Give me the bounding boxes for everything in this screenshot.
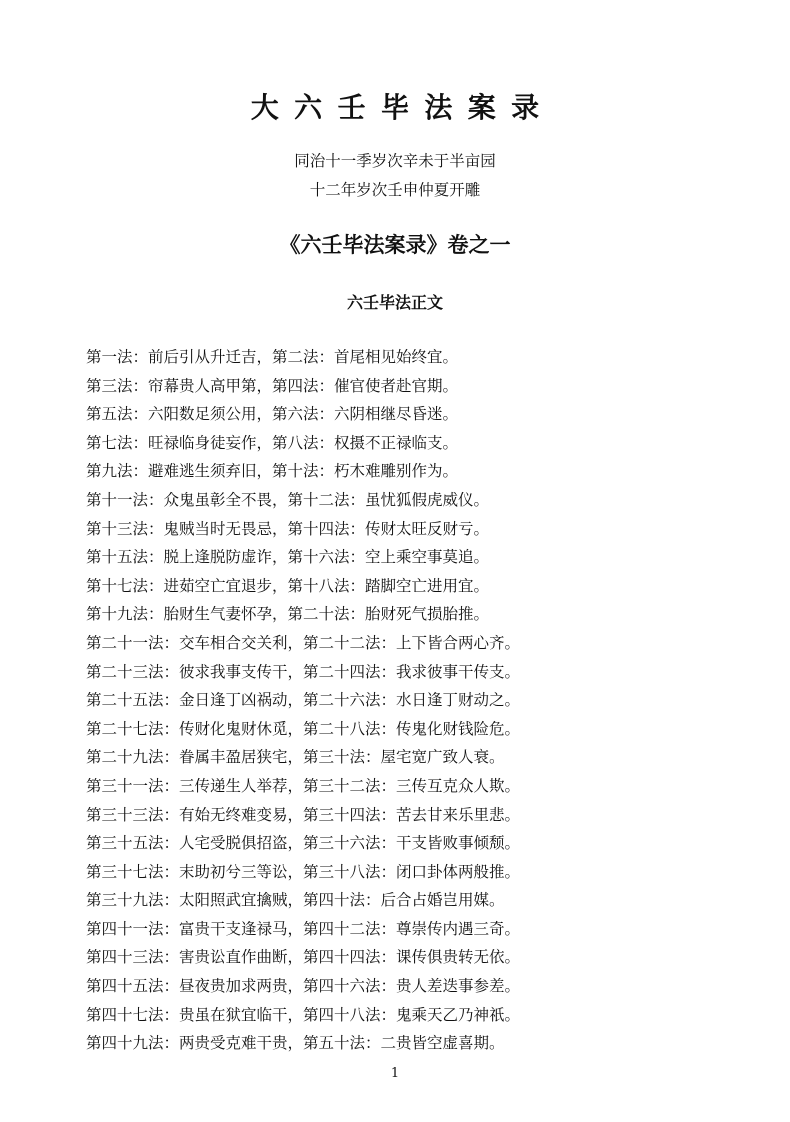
method-line: 第三法：帘幕贵人高甲第，第四法：催官使者赴官期。 <box>86 376 459 395</box>
method-line: 第四十五法：昼夜贵加求两贵，第四十六法：贵人差迭事参差。 <box>86 977 521 996</box>
volume-heading: 《六壬毕法案录》卷之一 <box>279 232 511 257</box>
subtitle-line-2: 十二年岁次壬申仲夏开雕 <box>309 181 481 199</box>
method-line: 第三十三法：有始无终难变易，第三十四法：苦去甘来乐里悲。 <box>86 805 521 824</box>
method-line: 第三十五法：人宅受脱俱招盗，第三十六法：干支皆败事倾颓。 <box>86 834 521 853</box>
method-line: 第四十三法：害贵讼直作曲断，第四十四法：课传俱贵转无依。 <box>86 948 521 967</box>
method-line: 第三十七法：末助初兮三等讼，第三十八法：闭口卦体两般推。 <box>86 862 521 881</box>
subtitle-line-1: 同治十一季岁次辛未于半亩园 <box>294 152 496 170</box>
method-line: 第四十七法：贵虽在狱宜临干，第四十八法：鬼乘天乙乃神祇。 <box>86 1005 521 1024</box>
method-line: 第九法：避难逃生须弃旧，第十法：朽木难雕别作为。 <box>86 462 459 481</box>
method-line: 第四十一法：富贵干支逢禄马，第四十二法：尊崇传内遇三奇。 <box>86 919 521 938</box>
method-line: 第七法：旺禄临身徒妄作，第八法：权摄不正禄临支。 <box>86 433 459 452</box>
method-line: 第二十五法：金日逢丁凶祸动，第二十六法：水日逢丁财动之。 <box>86 691 521 710</box>
method-line: 第五法：六阳数足须公用，第六法：六阴相继尽昏迷。 <box>86 405 459 424</box>
page-number: 1 <box>390 1066 400 1081</box>
method-line: 第三十九法：太阳照武宜擒贼，第四十法：后合占婚岂用媒。 <box>86 891 505 910</box>
method-line: 第十三法：鬼贼当时无畏忌，第十四法：传财太旺反财亏。 <box>86 519 490 538</box>
method-line: 第三十一法：三传递生人举荐，第三十二法：三传互克众人欺。 <box>86 776 521 795</box>
method-line: 第二十三法：彼求我事支传干，第二十四法：我求彼事干传支。 <box>86 662 521 681</box>
document-title: 大六壬毕法案录 <box>250 91 555 124</box>
section-heading: 六壬毕法正文 <box>346 293 443 312</box>
method-line: 第十九法：胎财生气妻怀孕，第二十法：胎财死气损胎推。 <box>86 605 490 624</box>
method-line: 第二十一法：交车相合交关利，第二十二法：上下皆合两心齐。 <box>86 633 521 652</box>
method-line: 第二十七法：传财化鬼财休觅，第二十八法：传鬼化财钱险危。 <box>86 719 521 738</box>
method-line: 第十五法：脱上逢脱防虚诈，第十六法：空上乘空事莫追。 <box>86 548 490 567</box>
method-line: 第一法：前后引从升迁吉，第二法：首尾相见始终宜。 <box>86 348 459 366</box>
method-list <box>86 346 726 1061</box>
method-line: 第四十九法：两贵受克难干贵，第五十法：二贵皆空虚喜期。 <box>86 1034 505 1053</box>
method-line: 第十一法：众鬼虽彰全不畏，第十二法：虽忧狐假虎威仪。 <box>86 490 490 509</box>
method-line: 第十七法：进茹空亡宜退步，第十八法：踏脚空亡进用宜。 <box>86 576 490 595</box>
method-line: 第二十九法：眷属丰盈居狭宅，第三十法：屋宅宽广致人衰。 <box>86 748 505 767</box>
